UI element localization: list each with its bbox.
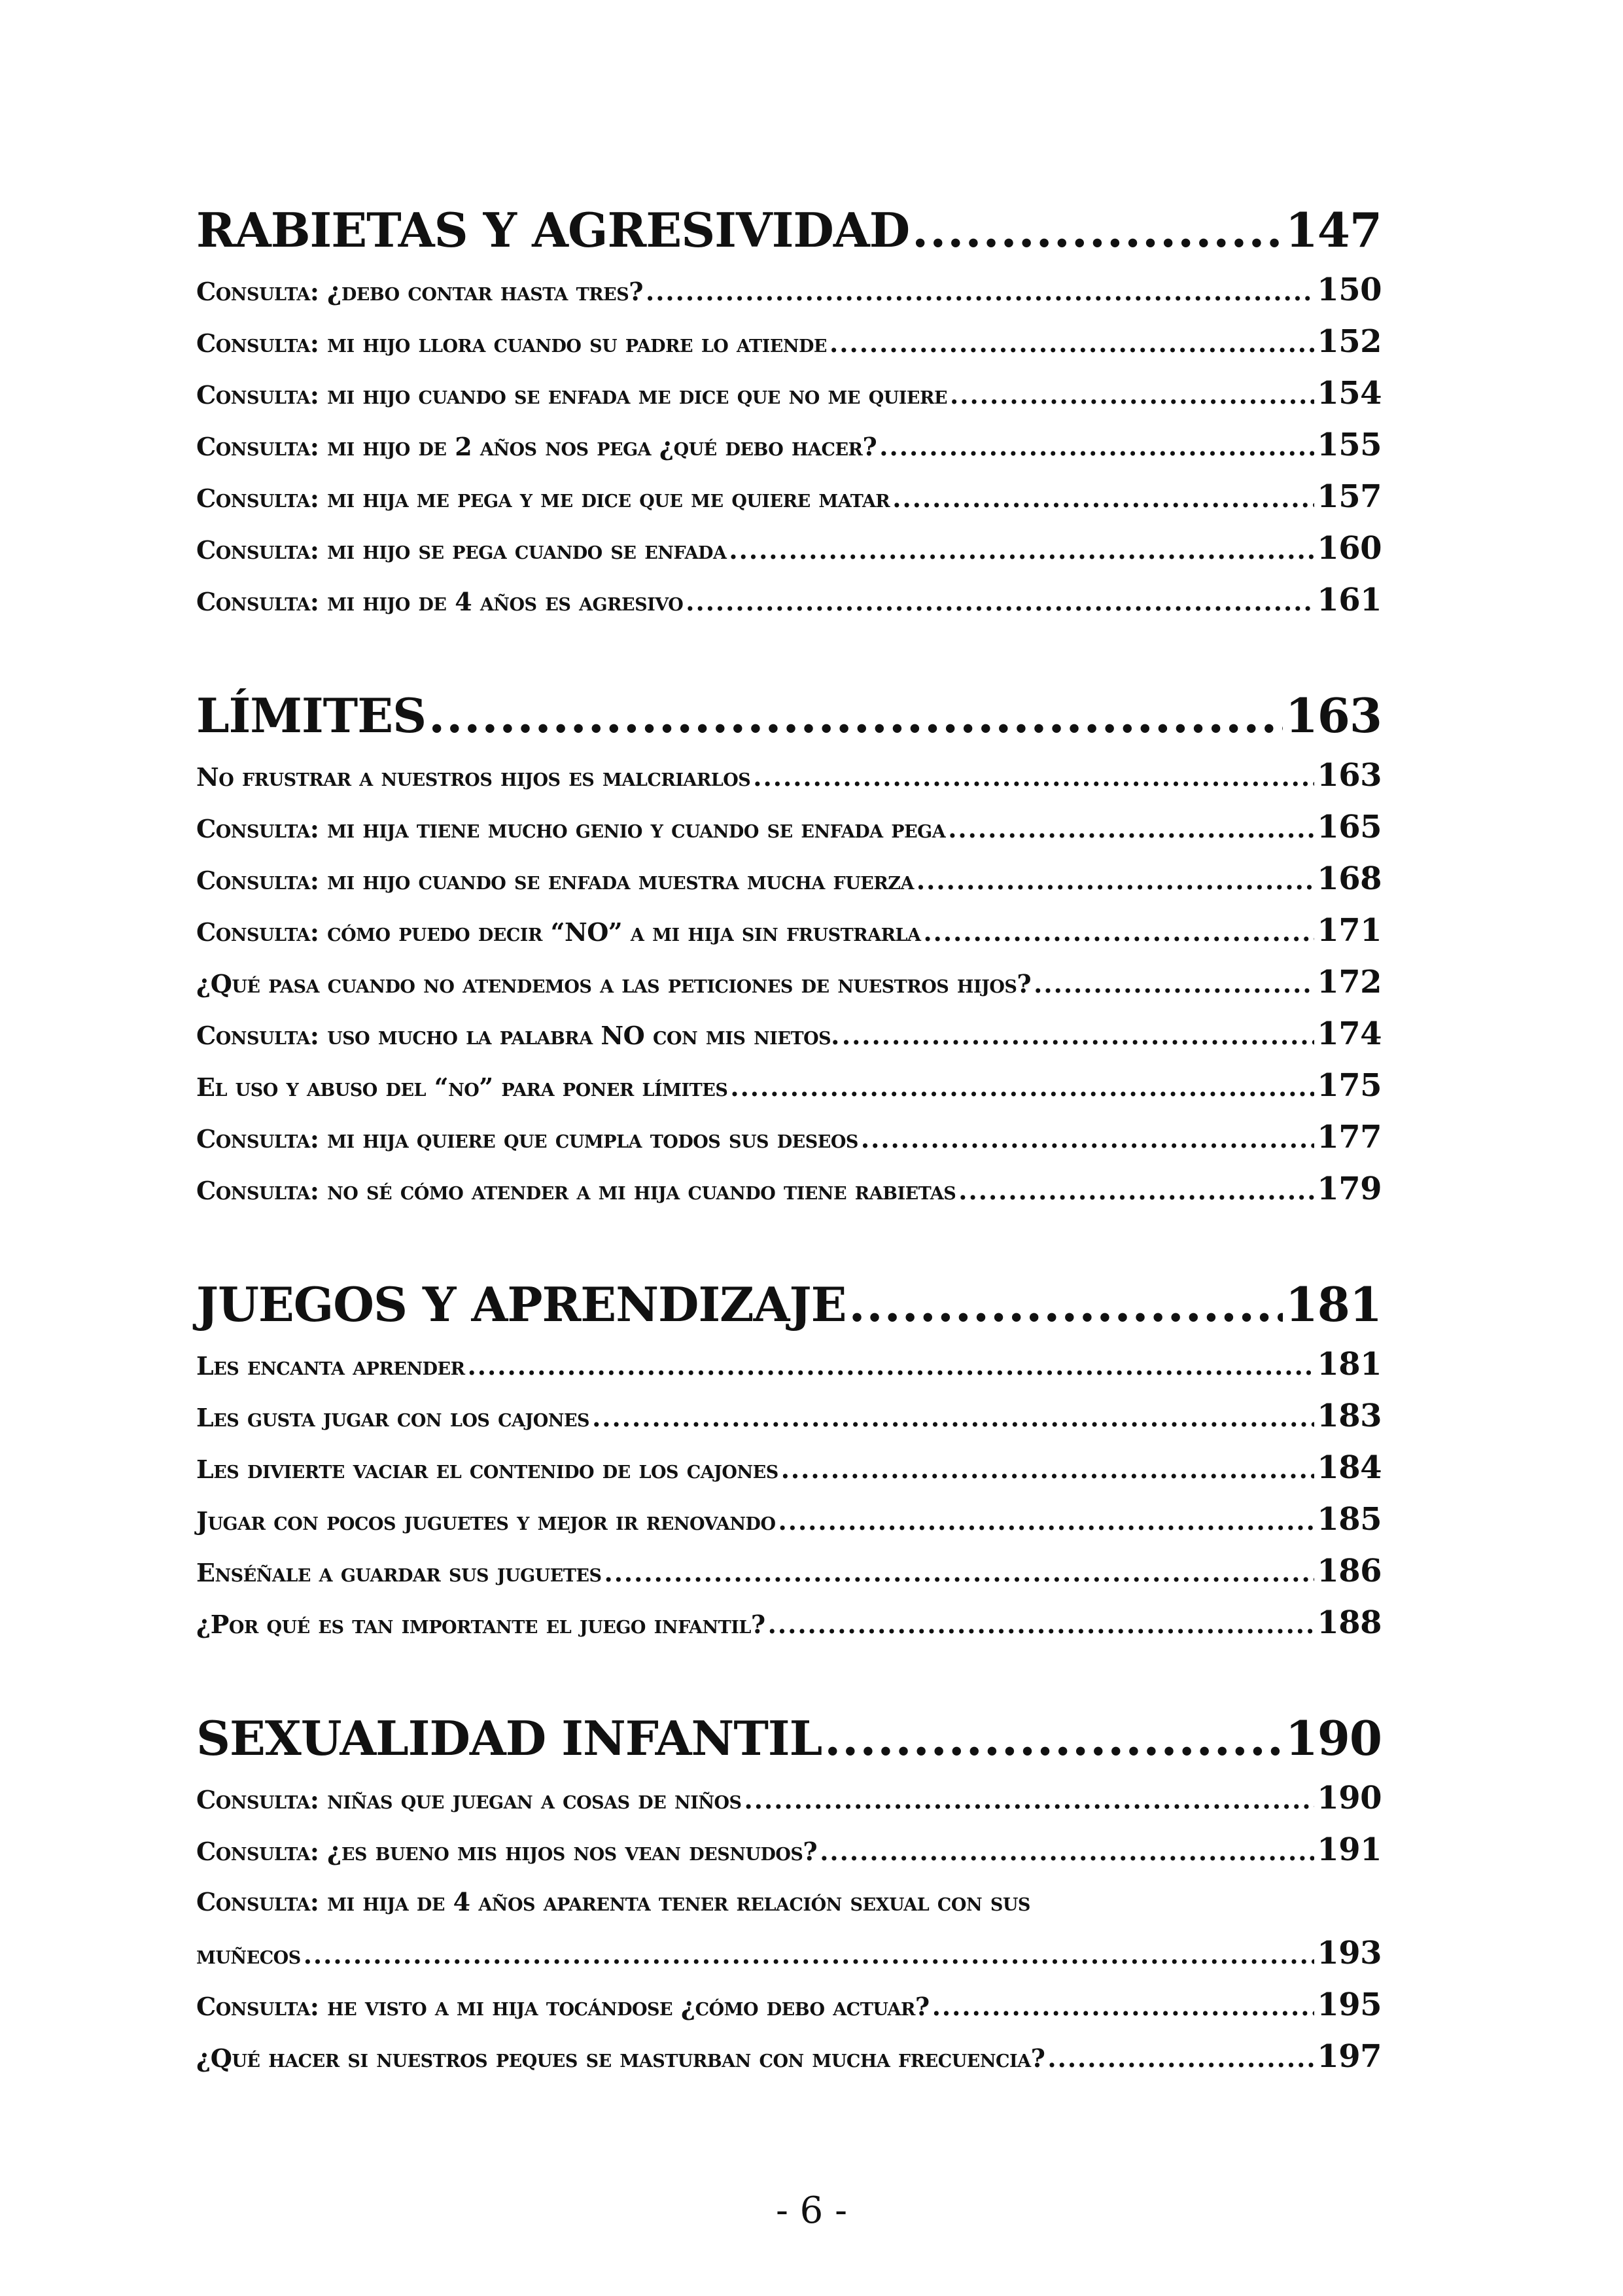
toc-entry-title: Consulta: mi hijo de 2 años nos pega ¿qué debo hacer? [196,432,877,461]
toc-entry-title: Les gusta jugar con los cajones [196,1403,590,1432]
toc-entry[interactable] [196,2031,1382,2083]
dot-leader [1047,2032,1314,2084]
toc-entry-page: 193 [1317,1935,1382,1971]
toc-heading[interactable] [196,1704,1382,1773]
dot-leader [778,1495,1314,1547]
dot-leader [604,1547,1314,1598]
toc-entry[interactable] [196,1773,1382,1824]
toc-entry-page: 179 [1317,1171,1382,1207]
toc-entry-page: 184 [1317,1449,1382,1486]
toc-entry[interactable] [196,264,1382,316]
toc-entry[interactable] [196,419,1382,471]
toc-entry[interactable] [196,750,1382,802]
toc-entry-page: 174 [1317,1016,1382,1052]
toc-entry-page: 195 [1317,1987,1382,2023]
toc-entry-page: 197 [1317,2038,1382,2075]
dot-leader [879,421,1314,472]
dot-leader [1034,958,1314,1010]
toc-entry-page: 188 [1317,1604,1382,1641]
dot-leader [916,855,1314,906]
toc-heading-title: JUEGOS Y APRENDIZAJE [196,1277,846,1332]
toc-heading-title: LÍMITES [196,688,427,743]
toc-entry[interactable] [196,1597,1382,1649]
toc-entry-page: 161 [1317,582,1382,618]
dot-leader [912,196,1283,264]
dot-leader [861,1113,1314,1165]
toc-entry-page: 165 [1317,809,1382,845]
toc-heading[interactable] [196,1271,1382,1339]
toc-entry-title: Consulta: mi hija quiere que cumpla todos sus deseos [196,1124,858,1154]
toc-entry-page: 177 [1317,1119,1382,1156]
toc-entry-title: ¿Qué hacer si nuestros peques se masturban con mucha frecuencia? [196,2043,1045,2073]
toc-entry-page: 190 [1317,1780,1382,1816]
toc-entry[interactable] [196,1112,1382,1163]
toc-entry-page: 172 [1317,964,1382,1000]
toc-entry-page: 150 [1317,272,1382,308]
dot-leader [824,1704,1282,1773]
toc-entry-title: Consulta: mi hijo cuando se enfada muestra mucha fuerza [196,866,914,895]
toc-heading-title: SEXUALIDAD INFANTIL [196,1710,822,1766]
toc-section [196,1271,1382,1649]
toc-entry-title: Consulta: ¿es bueno mis hijos nos vean desnudos? [196,1837,818,1866]
dot-leader [646,266,1314,317]
toc-heading-page: 181 [1285,1277,1382,1332]
toc-entry-title: Consulta: cómo puedo decir “NO” a mi hija sin frustrarla [196,917,921,947]
dot-leader [686,576,1314,627]
dot-leader [892,472,1314,524]
toc-heading-page: 190 [1285,1710,1382,1766]
toc-entry-title: Les divierte vaciar el contenido de los cajones [196,1455,778,1484]
toc-heading-page: 163 [1285,688,1382,743]
toc-entry-page: 191 [1317,1831,1382,1868]
toc-entry-page: 175 [1317,1067,1382,1104]
toc-entry-title: Consulta: uso mucho la palabra NO con mis nietos. [196,1021,839,1050]
toc-entry-title: Consulta: he visto a mi hija tocándose ¿cómo debo actuar? [196,1992,930,2021]
dot-leader [958,1165,1314,1216]
dot-leader [592,1392,1314,1443]
toc-entry-title: Les encanta aprender [196,1351,465,1381]
dot-leader [753,751,1314,803]
toc-section [196,196,1382,626]
toc-entry-title: Consulta: mi hijo se pega cuando se enfada [196,535,727,565]
toc-entry-page: 183 [1317,1398,1382,1434]
dot-leader [923,906,1314,958]
toc-entry[interactable] [196,802,1382,853]
page-number: - 6 - [775,2189,848,2232]
toc-entry[interactable] [196,1390,1382,1442]
toc-entry-title: Consulta: niñas que juegan a cosas de niños [196,1785,742,1814]
toc-entry[interactable] [196,523,1382,574]
toc-entry-title: No frustrar a nuestros hijos es malcriarlos [196,762,751,792]
dot-leader [781,1443,1315,1495]
dot-leader [304,1929,1315,1981]
toc-entry-page: 155 [1317,427,1382,463]
toc-entry-page: 186 [1317,1553,1382,1589]
dot-leader [948,803,1314,855]
dot-leader [468,1340,1315,1392]
toc-entry[interactable] [196,957,1382,1008]
dot-leader [932,1981,1315,2032]
toc-entry[interactable] [196,574,1382,626]
toc-entry-title: Consulta: mi hija me pega y me dice que me quiere matar [196,484,890,513]
toc-heading-page: 147 [1285,202,1382,258]
toc-entry[interactable] [196,1339,1382,1390]
toc-heading[interactable] [196,682,1382,750]
toc-entry-page: 185 [1317,1501,1382,1538]
dot-leader [730,1061,1314,1113]
toc-entry-title: ¿Por qué es tan importante el juego infantil? [196,1610,765,1639]
toc-entry-title: Consulta: mi hija tiene mucho genio y cuando se enfada pega [196,814,946,843]
dot-leader [829,317,1314,369]
toc-entry[interactable] [196,1442,1382,1494]
toc-entry[interactable] [196,1494,1382,1545]
toc-entry-title: Consulta: mi hijo de 4 años es agresivo [196,587,684,616]
toc-entry-page: 181 [1317,1346,1382,1383]
toc-entry[interactable] [196,1008,1382,1060]
toc-entry[interactable] [196,471,1382,523]
dot-leader [428,682,1283,750]
toc-entry-page: 171 [1317,912,1382,949]
dot-leader [820,1826,1314,1877]
toc-entry-page: 157 [1317,478,1382,515]
toc-entry-title-continued: muñecos [196,1940,301,1969]
toc-entry[interactable] [196,316,1382,368]
toc-entry-title: Consulta: mi hija de 4 años aparenta tener relación sexual con sus [196,1887,1030,1916]
dot-leader [744,1774,1315,1826]
toc-entry-title: El uso y abuso del “no” para poner límites [196,1072,728,1102]
toc-section [196,682,1382,1215]
toc-heading[interactable] [196,196,1382,264]
toc-entry[interactable] [196,1824,1382,1876]
toc-entry-title: Consulta: ¿debo contar hasta tres? [196,277,643,306]
toc-entry[interactable] [196,368,1382,419]
toc-entry-title: Consulta: mi hijo cuando se enfada me dice que no me quiere [196,380,948,410]
dot-leader [848,1271,1282,1339]
toc-entry-wrapped-line[interactable] [196,1876,1382,1928]
toc-heading-title: RABIETAS Y AGRESIVIDAD [196,202,910,258]
toc-entry-page: 154 [1317,375,1382,412]
toc-entry-title: Enséñale a guardar sus juguetes [196,1558,602,1587]
dot-leader [768,1598,1315,1650]
toc-entry[interactable] [196,1545,1382,1597]
toc-entry[interactable] [196,1060,1382,1112]
toc-entry-page: 152 [1317,323,1382,360]
toc-entry-title: Jugar con pocos juguetes y mejor ir renovando [196,1506,776,1536]
toc-entry-page: 160 [1317,530,1382,567]
dot-leader [729,524,1314,576]
toc-entry-title: Consulta: mi hijo llora cuando su padre lo atiende [196,328,828,358]
toc-entry-title: ¿Qué pasa cuando no atendemos a las peticiones de nuestros hijos? [196,969,1032,998]
toc-entry[interactable] [196,853,1382,905]
toc-entry[interactable] [196,1928,1382,1979]
toc-entry-page: 168 [1317,860,1382,897]
dot-leader [950,369,1314,421]
toc-section [196,1704,1382,2083]
table-of-contents [196,196,1382,2138]
toc-entry[interactable] [196,1979,1382,2031]
toc-entry[interactable] [196,905,1382,957]
toc-entry-title: Consulta: no sé cómo atender a mi hija cuando tiene rabietas [196,1176,956,1205]
toc-entry-page: 163 [1317,757,1382,794]
dot-leader [842,1010,1314,1061]
toc-entry[interactable] [196,1163,1382,1215]
